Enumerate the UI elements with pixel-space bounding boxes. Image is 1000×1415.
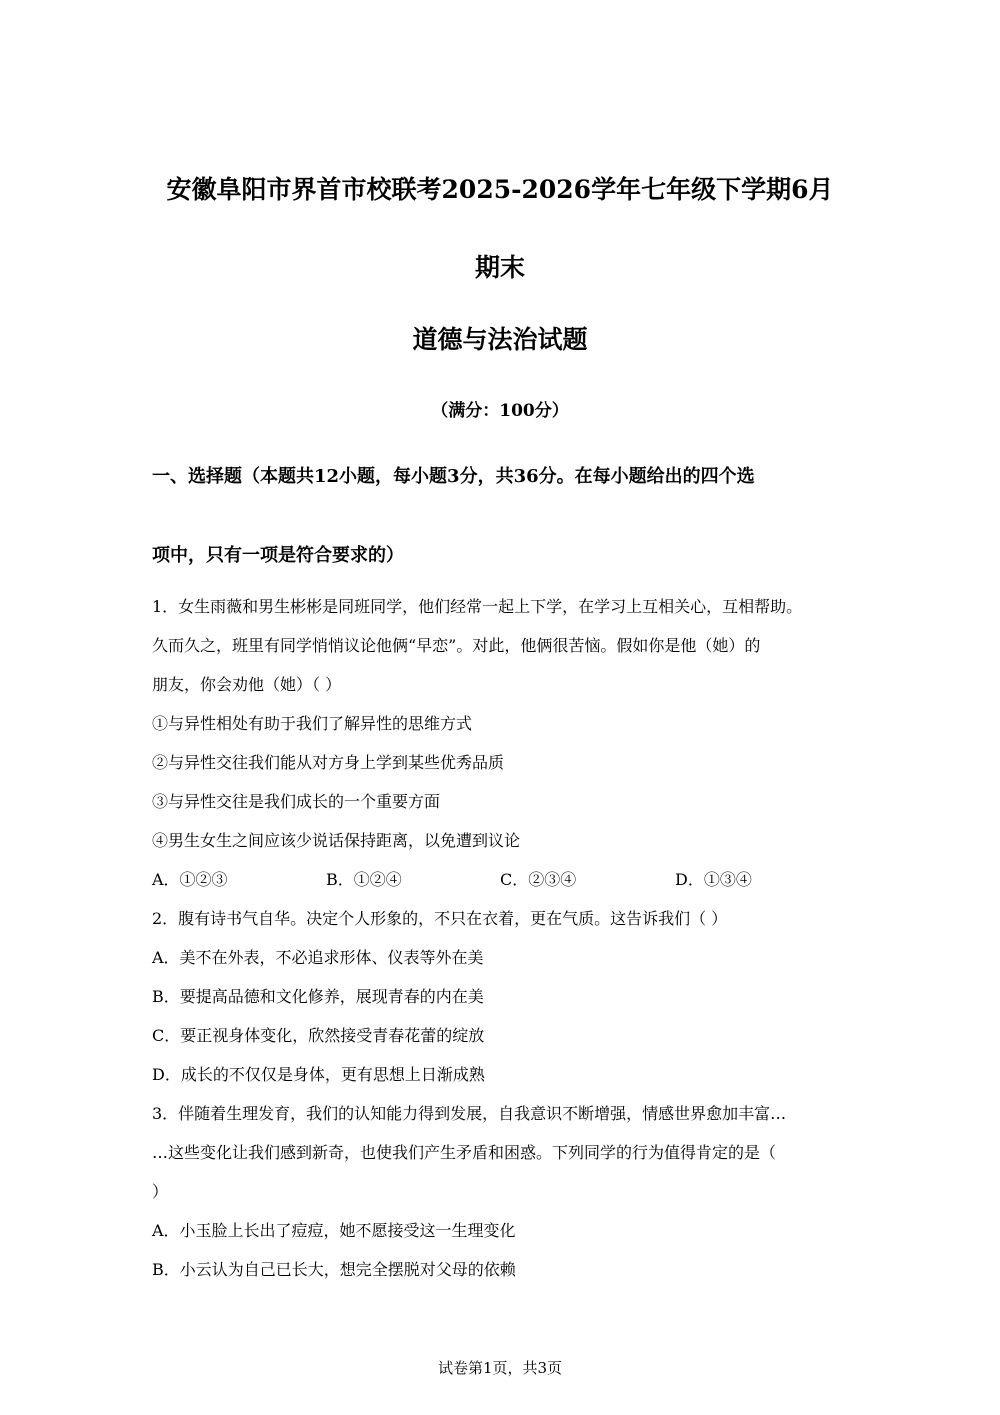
option-c: C．②③④ xyxy=(500,870,577,889)
option-b: B．①②④ xyxy=(326,870,402,889)
section-heading-line1: 一、选择题（本题共12小题，每小题3分，共36分。在每小题给出的四个选 xyxy=(152,466,755,487)
question-stem-line: 2．腹有诗书气自华。决定个人形象的，不只在衣着，更在气质。这告诉我们（ ） xyxy=(152,909,728,928)
statement-item: ②与异性交往我们能从对方身上学到某些优秀品质 xyxy=(152,753,505,772)
option-a: A．美不在外表，不必追求形体、仪表等外在美 xyxy=(152,948,484,967)
subject-title: 道德与法治试题 xyxy=(412,325,588,354)
statement-item: ①与异性相处有助于我们了解异性的思维方式 xyxy=(152,714,473,733)
statement-item: ③与异性交往是我们成长的一个重要方面 xyxy=(152,792,441,811)
option-a: A．①②③ xyxy=(152,870,228,889)
question-stem-line: 1．女生雨薇和男生彬彬是同班同学，他们经常一起上下学，在学习上互相关心，互相帮助。 xyxy=(152,597,803,616)
question-stem-line: …这些变化让我们感到新奇，也使我们产生矛盾和困惑。下列同学的行为值得肯定的是（ xyxy=(152,1143,777,1162)
exam-title-line1: 安徽阜阳市界首市校联考2025-2026学年七年级下学期6月 xyxy=(166,175,834,204)
question-stem-line: 朋友，你会劝他（她）（ ） xyxy=(152,675,342,694)
question-stem-line: 久而久之，班里有同学悄悄议论他俩“早恋”。对此，他俩很苦恼。假如你是他（她）的 xyxy=(152,636,761,655)
page-footer: 试卷第1页，共3页 xyxy=(437,1359,563,1377)
option-c: C．要正视身体变化，欣然接受青春花蕾的绽放 xyxy=(152,1026,485,1045)
option-d: D．①③④ xyxy=(675,870,752,889)
option-b: B．小云认为自己已长大，想完全摆脱对父母的依赖 xyxy=(152,1260,516,1279)
question-stem-line: ） xyxy=(152,1182,169,1201)
option-b: B．要提高品德和文化修养，展现青春的内在美 xyxy=(152,987,484,1006)
section-heading-line2: 项中，只有一项是符合要求的） xyxy=(152,545,404,566)
exam-title-line2: 期末 xyxy=(474,253,525,282)
statement-item: ④男生女生之间应该少说话保持距离，以免遭到议论 xyxy=(152,831,521,850)
full-score: （满分：100分） xyxy=(431,401,569,421)
question-stem-line: 3．伴随着生理发育，我们的认知能力得到发展，自我意识不断增强，情感世界愈加丰富… xyxy=(152,1104,787,1123)
option-d: D．成长的不仅仅是身体，更有思想上日渐成熟 xyxy=(152,1065,485,1084)
option-a: A．小玉脸上长出了痘痘，她不愿接受这一生理变化 xyxy=(152,1221,516,1240)
